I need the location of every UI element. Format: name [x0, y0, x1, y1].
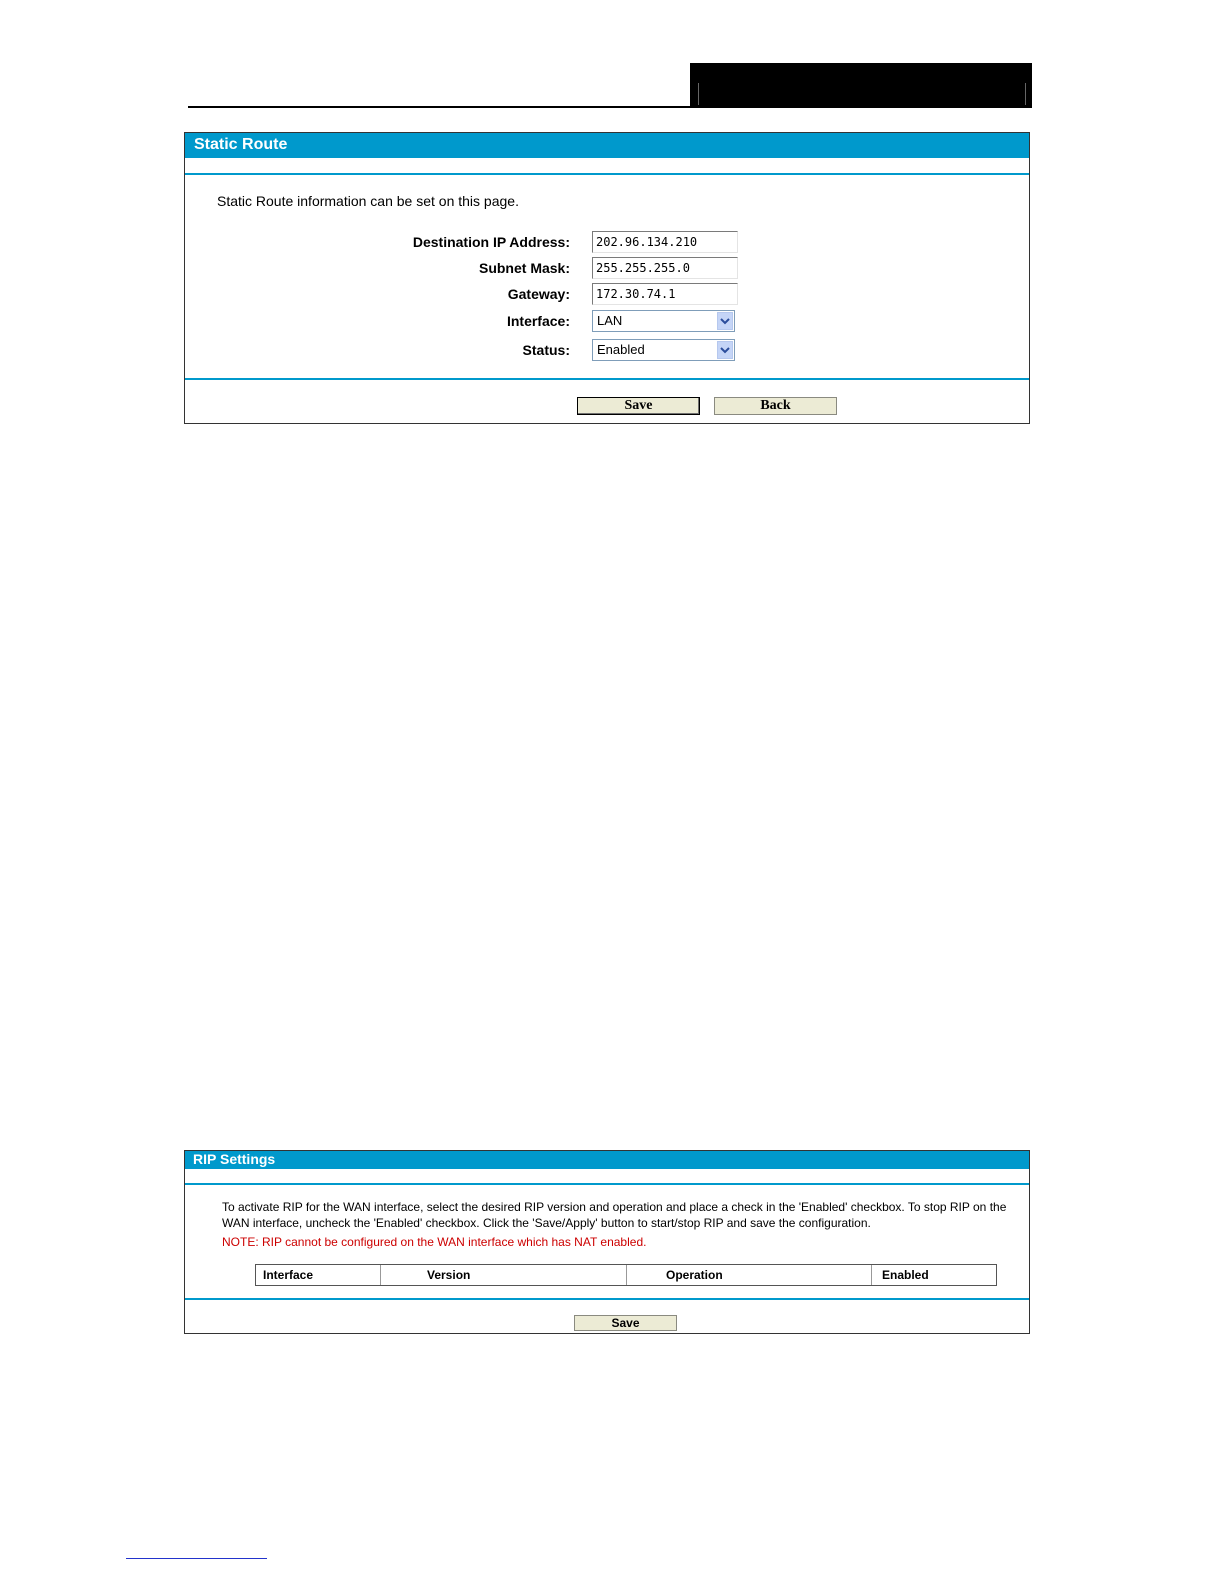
- column-header-operation: Operation: [627, 1265, 872, 1285]
- column-header-enabled: Enabled: [882, 1268, 929, 1282]
- panel-separator: [185, 1183, 1029, 1185]
- status-selected-value: Enabled: [597, 342, 645, 357]
- header-block-edge: [698, 83, 699, 105]
- rip-description: To activate RIP for the WAN interface, select the desired RIP version and operation and place a check in the 'Enabled' checkbox. To stop RIP on the WAN interface, uncheck the 'Enabled' checkbox. Click the 'Save/Apply' button to start/stop RIP and save the configuration.: [222, 1200, 1007, 1230]
- interface-label: Interface:: [506, 313, 570, 329]
- footer-link-underline[interactable]: [126, 1558, 267, 1559]
- rip-save-button[interactable]: Save: [574, 1315, 677, 1331]
- save-button[interactable]: Save: [577, 397, 700, 415]
- rip-settings-panel: [184, 1150, 1030, 1334]
- subnet-mask-label: Subnet Mask:: [478, 260, 570, 276]
- status-select[interactable]: [592, 339, 735, 361]
- status-row: [185, 339, 1029, 361]
- destination-ip-label: Destination IP Address:: [412, 234, 570, 250]
- interface-select[interactable]: [592, 310, 735, 332]
- panel-title: RIP Settings: [185, 1151, 1029, 1169]
- chevron-down-icon[interactable]: [717, 312, 733, 330]
- intro-text: Static Route information can be set on this page.: [217, 193, 519, 209]
- panel-title: Static Route: [185, 133, 1029, 158]
- interface-row: [185, 310, 1029, 332]
- panel-separator: [185, 1298, 1029, 1300]
- panel-separator: [185, 378, 1029, 380]
- header-block-edge: [1025, 83, 1026, 105]
- destination-ip-input[interactable]: 202.96.134.210: [592, 231, 738, 253]
- back-button[interactable]: Back: [714, 397, 837, 415]
- subnet-mask-input[interactable]: 255.255.255.0: [592, 257, 738, 279]
- status-label: Status:: [522, 342, 570, 358]
- gateway-label: Gateway:: [507, 286, 570, 302]
- destination-ip-row: [185, 231, 1029, 253]
- document-header-rule: [188, 106, 1032, 108]
- rip-table-header: [255, 1264, 997, 1286]
- static-route-panel: [184, 132, 1030, 424]
- interface-selected-value: LAN: [597, 313, 623, 328]
- column-header-interface: Interface: [256, 1265, 381, 1285]
- subnet-mask-row: [185, 257, 1029, 279]
- rip-note: NOTE: RIP cannot be configured on the WAN interface which has NAT enabled.: [222, 1235, 647, 1249]
- gateway-input[interactable]: 172.30.74.1: [592, 283, 738, 305]
- panel-separator: [185, 173, 1029, 175]
- gateway-row: [185, 283, 1029, 305]
- document-header-block: [690, 63, 1032, 108]
- chevron-down-icon[interactable]: [717, 341, 733, 359]
- column-header-version: Version: [381, 1265, 627, 1285]
